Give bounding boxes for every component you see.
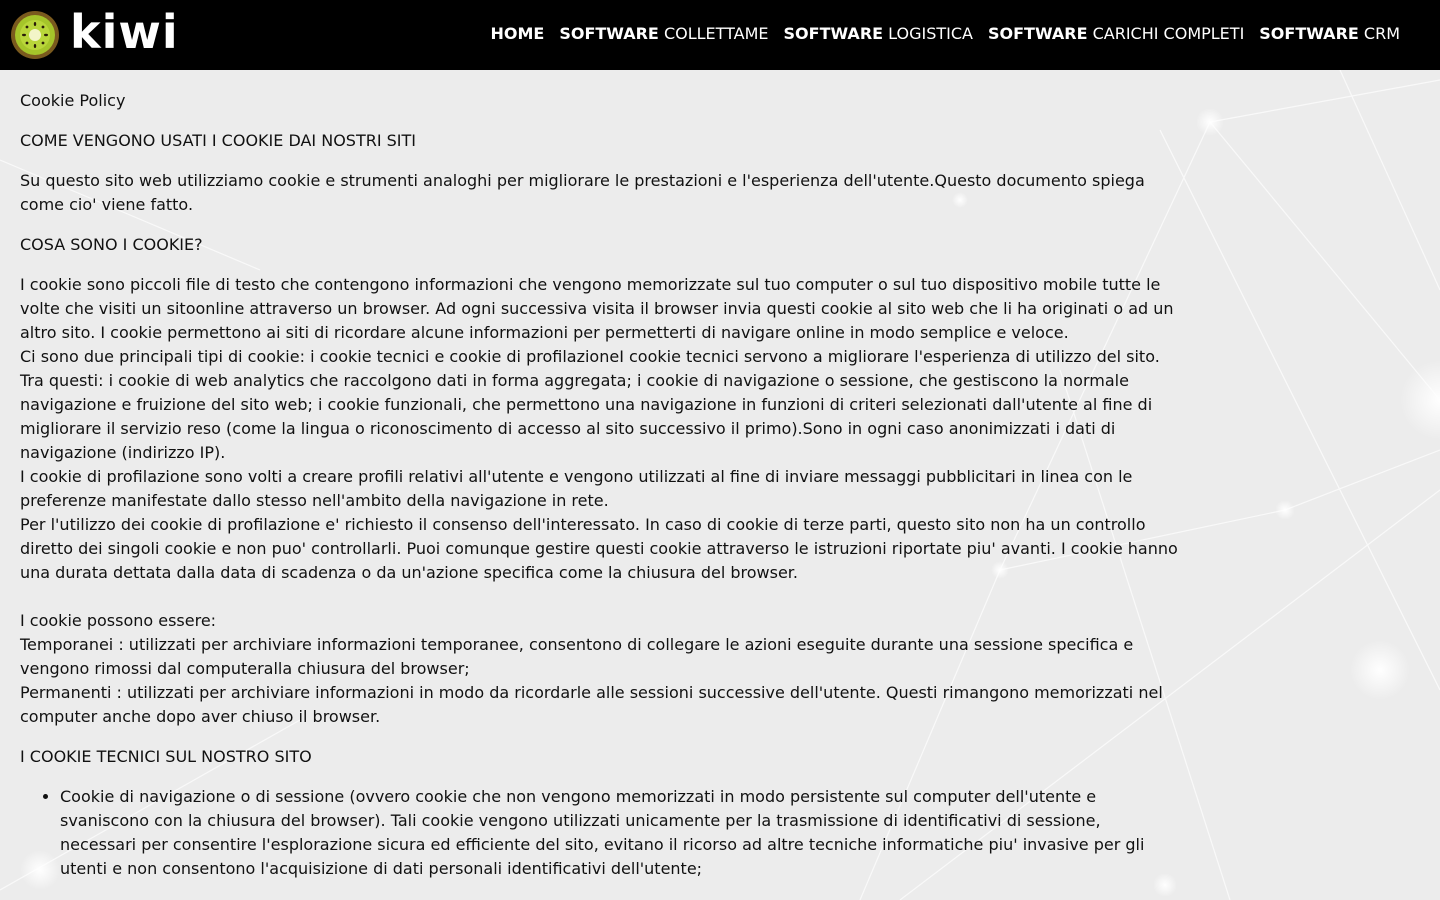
cookie-policy-content (20, 89, 1180, 881)
what-line: I cookie sono piccoli file di testo che contengono informazioni che vengono memorizzate sul tuo computer o sul tuo dispositivo mobile tutte le volte che visiti un sitoonline attraverso un browser. Ad ogni successiva visita il browser invia questi cookie al sito web che li ha originati o ad un altro sito. I cookie permettono ai siti di ricordare alcune informazioni per permetterti di navigare online in modo semplice e veloce. (20, 275, 1174, 342)
kiwi-fruit-icon (10, 10, 60, 60)
site-header (0, 0, 1440, 70)
nav-crm-bold: SOFTWARE (1259, 24, 1359, 43)
nav-software-logistica[interactable] (784, 22, 973, 46)
list-item: • Cookie di navigazione o di sessione (ovvero cookie che non vengono memorizzati in modo persistente sul computer dell'utente e svaniscono con la chiusura del browser). Tali cookie vengono utilizzati unicamente per la trasmissione di identificativi di sessione, necessari per consentire l'esplorazione sicura ed efficiente del sito, evitano il ricorso ad altre tecniche informatiche piu' invasive per gli utenti e non consentono l'acquisizione di dati personali identificativi dell'utente; (60, 785, 1180, 881)
what-paragraph (20, 273, 1180, 729)
types-line: I cookie possono essere: (20, 611, 217, 630)
section-heading-what: COSA SONO I COOKIE? (20, 235, 203, 254)
nav-logistica-bold: SOFTWARE (783, 24, 884, 43)
types-line: Temporanei : utilizzati per archiviare informazioni temporanee, consentono di collegare le azioni eseguite durante una sessione specifica e vengono rimossi dal computeralla chiusura del browser; (20, 635, 1134, 678)
what-line: I cookie di profilazione sono volti a creare profili relativi all'utente e vengono utilizzati al fine di inviare messaggi pubblicitari in linea con le preferenze manifestate dallo stesso nell'ambito della navigazione in rete. (20, 467, 1133, 510)
technical-cookie-list (20, 785, 1180, 881)
logo-text: kiwi (70, 5, 179, 59)
nav-collettame-bold: SOFTWARE (559, 24, 659, 43)
logo[interactable] (10, 5, 179, 60)
what-line: Ci sono due principali tipi di cookie: i cookie tecnici e cookie di profilazioneI cookie tecnici servono a migliorare l'esperienza di utilizzo del sito. Tra questi: i cookie di web analytics che raccolgono dati in forma aggregata; i cookie di navigazione o sessione, che gestiscono la normale navigazione e fruizione del sito web; i cookie funzionali, che permettono una navigazione in funzioni di criteri selezionati dall'utente al fine di migliorare il servizio reso (come la lingua o riconoscimento di accesso al sito successivo il primo).Sono in ogni caso anonimizzati i dati di navigazione (indirizzo IP). (20, 347, 1160, 462)
nav-collettame-rest: COLLETTAME (658, 24, 769, 43)
nav-home[interactable] (490, 22, 544, 46)
nav-software-carichi-completi[interactable] (988, 22, 1244, 46)
nav-crm-rest: CRM (1358, 24, 1400, 43)
nav-carichi-rest: CARICHI COMPLETI (1087, 24, 1245, 43)
nav-home-label: HOME (490, 24, 545, 43)
section-heading-technical: I COOKIE TECNICI SUL NOSTRO SITO (20, 747, 312, 766)
nav-logistica-rest: LOGISTICA (883, 24, 973, 43)
main-nav (490, 22, 1400, 46)
nav-carichi-bold: SOFTWARE (987, 24, 1088, 43)
section-heading-usage: COME VENGONO USATI I COOKIE DAI NOSTRI SITI (20, 131, 417, 150)
page-title: Cookie Policy (20, 91, 126, 110)
nav-software-crm[interactable] (1259, 22, 1400, 46)
intro-paragraph: Su questo sito web utilizziamo cookie e strumenti analoghi per migliorare le prestazioni e l'esperienza dell'utente.Questo documento spiega come cio' viene fatto. (20, 171, 1145, 214)
what-line: Per l'utilizzo dei cookie di profilazione e' richiesto il consenso dell'interessato. In caso di cookie di terze parti, questo sito non ha un controllo diretto dei singoli cookie e non puo' controllarli. Puoi comunque gestire questi cookie attraverso le istruzioni riportate piu' avanti. I cookie hanno una durata dettata dalla data di scadenza o da un'azione specifica come la chiusura del browser. (20, 515, 1178, 582)
types-line: Permanenti : utilizzati per archiviare informazioni in modo da ricordarle alle sessioni successive dell'utente. Questi rimangono memorizzati nel computer anche dopo aver chiuso il browser. (20, 683, 1163, 726)
nav-software-collettame[interactable] (559, 22, 768, 46)
